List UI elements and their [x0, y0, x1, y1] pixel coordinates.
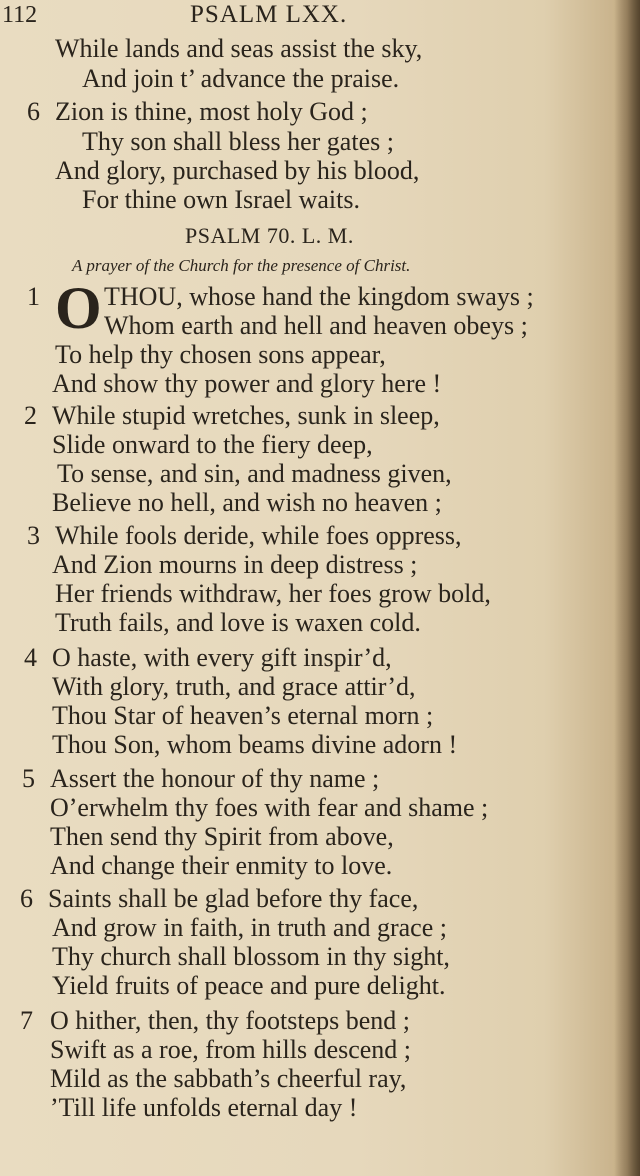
verse-line: And join t’ advance the praise.	[82, 64, 400, 93]
running-title: PSALM LXX.	[190, 1, 348, 28]
verse-line: O haste, with every gift inspir’d,	[52, 643, 392, 672]
verse-line: ’Till life unfolds eternal day !	[50, 1093, 358, 1122]
verse-line: Mild as the sabbath’s cheerful ray,	[50, 1064, 407, 1093]
running-header	[0, 0, 640, 34]
psalm-title: PSALM 70. L. M.	[185, 223, 354, 248]
verse-line: Her friends withdraw, her foes grow bold,	[55, 579, 491, 608]
verse-line: Swift as a roe, from hills descend ;	[50, 1035, 412, 1064]
verse-line: And glory, purchased by his blood,	[55, 156, 420, 185]
verse-line: And change their enmity to love.	[50, 851, 393, 880]
drop-cap: O	[55, 275, 102, 341]
page-edge-shadow	[614, 0, 640, 1176]
verse-line: Slide onward to the fiery deep,	[52, 430, 373, 459]
verse-line: Saints shall be glad before thy face,	[48, 884, 419, 913]
stanza-number: 3	[27, 521, 40, 550]
verse-line: Assert the honour of thy name ;	[50, 764, 380, 793]
verse-line: While lands and seas assist the sky,	[55, 34, 423, 63]
stanza-number: 6	[27, 97, 40, 126]
verse-line: For thine own Israel waits.	[82, 185, 361, 214]
stanza-number: 4	[24, 643, 37, 672]
page-number: 112	[2, 2, 38, 28]
verse-line: Zion is thine, most holy God ;	[55, 97, 368, 126]
verse-line: Believe no hell, and wish no heaven ;	[52, 488, 442, 517]
verse-line: O’erwhelm thy foes with fear and shame ;	[50, 793, 489, 822]
verse-line: And show thy power and glory here !	[52, 369, 442, 398]
verse-line: O hither, then, thy footsteps bend ;	[50, 1006, 411, 1035]
stanza-number: 6	[20, 884, 33, 913]
stanza-number: 1	[27, 282, 40, 311]
psalm-subtitle: A prayer of the Church for the presence of Christ.	[72, 256, 411, 275]
stanza-number: 2	[24, 401, 37, 430]
verse-line: Thy son shall bless her gates ;	[82, 127, 394, 156]
verse-line: Thou Son, whom beams divine adorn !	[52, 730, 458, 759]
verse-line: To sense, and sin, and madness given,	[57, 459, 452, 488]
verse-line: With glory, truth, and grace attir’d,	[52, 672, 416, 701]
verse-line: And grow in faith, in truth and grace ;	[52, 913, 447, 942]
verse-line: Truth fails, and love is waxen cold.	[55, 608, 421, 637]
stanza-number: 5	[22, 764, 35, 793]
stanza-number: 7	[20, 1006, 33, 1035]
verse-line: While fools deride, while foes oppress,	[55, 521, 462, 550]
verse-line: And Zion mourns in deep distress ;	[52, 550, 418, 579]
verse-line: THOU, whose hand the kingdom sways ;	[104, 282, 534, 311]
verse-line: Thy church shall blossom in thy sight,	[52, 942, 450, 971]
verse-line: While stupid wretches, sunk in sleep,	[52, 401, 440, 430]
verse-line: To help thy chosen sons appear,	[55, 340, 386, 369]
verse-line: Yield fruits of peace and pure delight.	[52, 971, 446, 1000]
verse-line: Whom earth and hell and heaven obeys ;	[104, 311, 528, 340]
verse-line: Then send thy Spirit from above,	[50, 822, 394, 851]
verse-line: Thou Star of heaven’s eternal morn ;	[52, 701, 434, 730]
